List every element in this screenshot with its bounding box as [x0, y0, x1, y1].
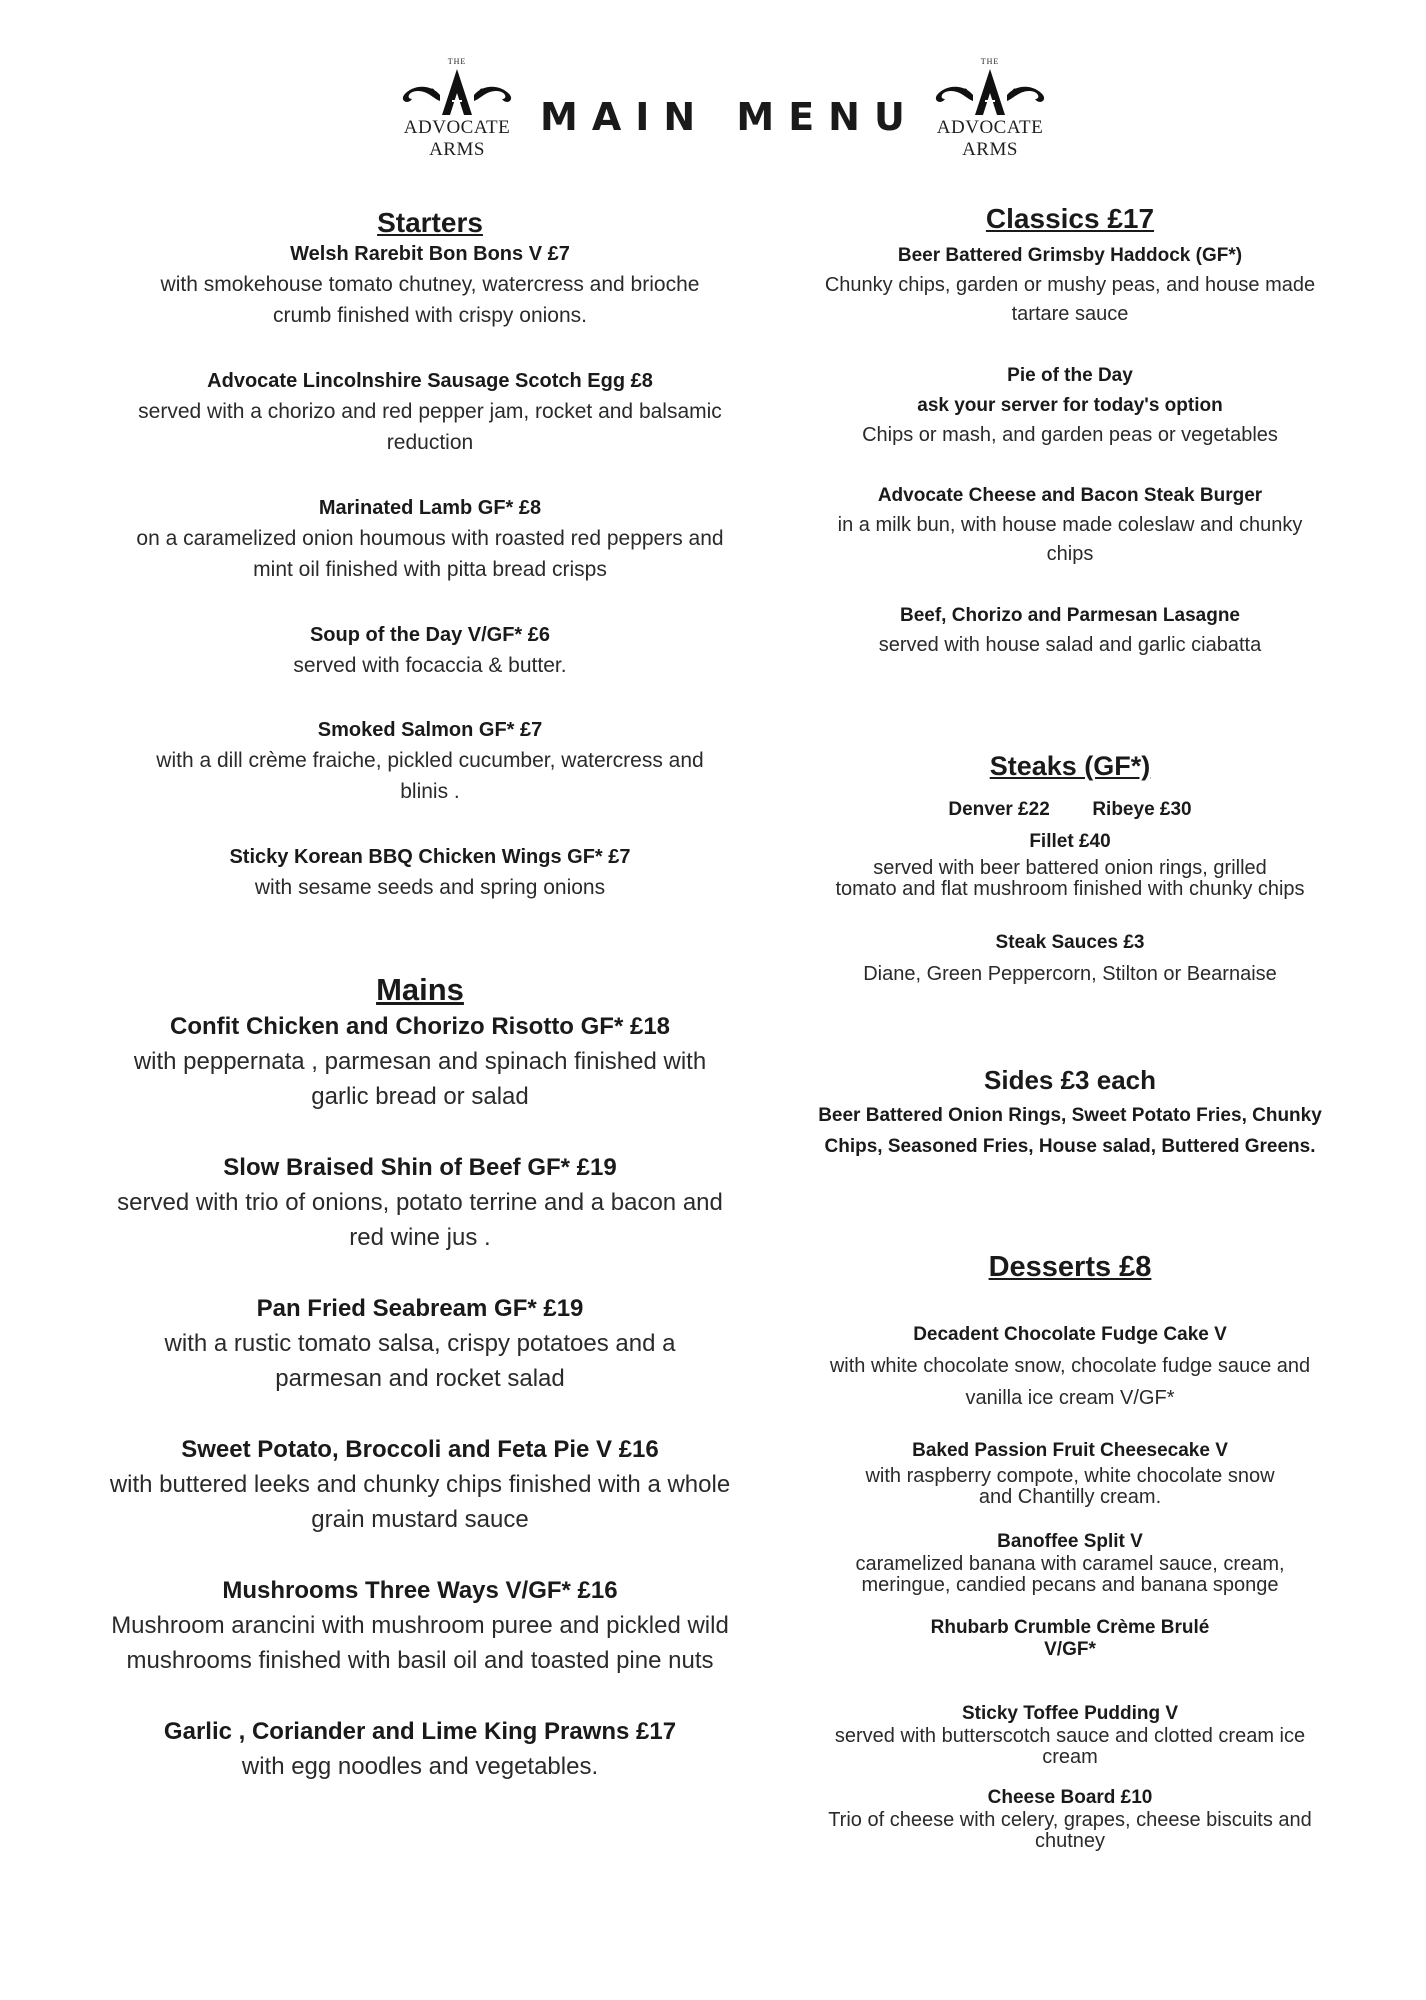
item-name: Beef, Chorizo and Parmesan Lasagne [900, 605, 1240, 626]
menu-item [790, 1786, 1350, 1852]
logo-the-text: THE [980, 57, 1000, 66]
menu-item [790, 1617, 1350, 1661]
item-desc: served with focaccia & butter. [293, 654, 567, 677]
item-desc: Mushroom arancini with mushroom puree and pickled wild [111, 1612, 729, 1639]
menu-item [55, 1574, 785, 1678]
starters-section [65, 205, 795, 241]
menu-item [790, 1320, 1350, 1414]
item-name: Beer Battered Grimsby Haddock (GF*) [897, 245, 1243, 266]
item-desc: tartare sauce [1011, 303, 1129, 325]
sides-section [790, 1060, 1350, 1162]
item-desc: served with butterscotch sauce and clotted cream ice [834, 1725, 1306, 1747]
classics-section [790, 201, 1350, 237]
item-name: Steak Sauces £3 [995, 932, 1145, 953]
menu-item [55, 1151, 785, 1255]
menu-item [55, 1715, 785, 1784]
steak-denver: Denver £22 [948, 799, 1050, 820]
item-desc: vanilla ice cream V/GF* [965, 1387, 1175, 1409]
item-desc: and Chantilly cream. [978, 1486, 1162, 1508]
section-heading-starters: Starters [377, 207, 483, 238]
steak-fillet: Fillet £40 [1029, 831, 1111, 852]
item-desc: served with trio of onions, potato terrine and a bacon and [117, 1189, 723, 1216]
item-desc: meringue, candied pecans and banana sponge [861, 1574, 1279, 1596]
item-desc: crumb finished with crispy onions. [273, 304, 587, 327]
item-name: Garlic , Coriander and Lime King Prawns £17 [163, 1718, 677, 1745]
steak-prices [790, 795, 1350, 900]
item-name: Advocate Cheese and Bacon Steak Burger [877, 485, 1263, 506]
logo-advocate-text: ADVOCATE [936, 117, 1044, 138]
item-desc: served with a chorizo and red pepper jam, rocket and balsamic [138, 400, 722, 423]
section-heading-steaks: Steaks (GF*) [989, 751, 1151, 781]
logo-arms-text: ARMS [429, 139, 485, 160]
item-desc: with smokehouse tomato chutney, watercress and brioche [160, 273, 700, 296]
page-title: MAIN MENU [540, 95, 919, 139]
steak-sauces [790, 928, 1350, 990]
advocate-arms-logo-right [925, 55, 1055, 170]
item-name: Slow Braised Shin of Beef GF* £19 [223, 1154, 617, 1181]
item-subtitle: ask your server for today's option [917, 395, 1223, 416]
menu-item [790, 481, 1350, 569]
item-desc: Chips or mash, and garden peas or vegetables [862, 424, 1278, 446]
item-desc: served with house salad and garlic ciabatta [878, 634, 1262, 656]
item-name: Confit Chicken and Chorizo Risotto GF* £18 [169, 1013, 671, 1040]
menu-item [65, 493, 795, 585]
item-desc: Trio of cheese with celery, grapes, cheese biscuits and [828, 1809, 1312, 1831]
menu-item [790, 361, 1350, 450]
desserts-section [790, 1248, 1350, 1286]
item-name: Rhubarb Crumble Crème Brulé [930, 1617, 1210, 1638]
section-heading-classics: Classics £17 [985, 203, 1155, 234]
item-desc: parmesan and rocket salad [275, 1365, 565, 1392]
item-desc: Diane, Green Peppercorn, Stilton or Bearnaise [863, 963, 1277, 985]
item-desc: served with beer battered onion rings, grilled [873, 857, 1267, 879]
item-desc: with a dill crème fraiche, pickled cucumber, watercress and [156, 749, 704, 772]
menu-item [55, 1433, 785, 1537]
menu-item [65, 842, 795, 903]
item-desc: with peppernata , parmesan and spinach finished with [133, 1048, 707, 1075]
item-name: Welsh Rarebit Bon Bons V £7 [290, 243, 570, 265]
item-name: Sticky Korean BBQ Chicken Wings GF* £7 [229, 846, 631, 868]
sides-list: Beer Battered Onion Rings, Sweet Potato Fries, Chunky [818, 1105, 1322, 1126]
item-name: Cheese Board £10 [987, 1787, 1153, 1808]
logo-the-text: THE [447, 57, 467, 66]
item-desc: blinis . [400, 780, 460, 803]
item-name: Sticky Toffee Pudding V [961, 1703, 1179, 1724]
item-desc: mushrooms finished with basil oil and toasted pine nuts [126, 1647, 714, 1674]
menu-item [790, 1530, 1350, 1596]
section-heading-sides: Sides £3 each [984, 1065, 1156, 1095]
logo-arms-text: ARMS [962, 139, 1018, 160]
item-desc: in a milk bun, with house made coleslaw and chunky [837, 514, 1303, 536]
item-desc: chips [1046, 543, 1094, 565]
menu-item [55, 1292, 785, 1396]
item-desc: with egg noodles and vegetables. [241, 1753, 599, 1780]
steak-ribeye: Ribeye £30 [1092, 799, 1192, 820]
item-desc: mint oil finished with pitta bread crisps [253, 558, 607, 581]
menu-header [0, 55, 1426, 175]
menu-item [65, 366, 795, 458]
advocate-arms-logo-left [392, 55, 522, 170]
item-name: Banoffee Split V [997, 1531, 1143, 1552]
menu-item [790, 1702, 1350, 1768]
item-desc: with buttered leeks and chunky chips finished with a whole [109, 1471, 731, 1498]
section-heading-mains: Mains [376, 972, 464, 1007]
section-heading-desserts: Desserts £8 [988, 1251, 1152, 1283]
menu-item [790, 241, 1350, 329]
item-desc: with raspberry compote, white chocolate snow [865, 1465, 1275, 1487]
steaks-section [790, 748, 1350, 784]
sides-list: Chips, Seasoned Fries, House salad, Buttered Greens. [824, 1136, 1316, 1157]
item-subtitle: V/GF* [1044, 1639, 1096, 1660]
item-desc: with a rustic tomato salsa, crispy potatoes and a [164, 1330, 676, 1357]
menu-item [790, 601, 1350, 660]
item-name: Decadent Chocolate Fudge Cake V [913, 1324, 1227, 1345]
item-name: Mushrooms Three Ways V/GF* £16 [222, 1577, 618, 1604]
item-name: Sweet Potato, Broccoli and Feta Pie V £16 [181, 1436, 659, 1463]
item-desc: garlic bread or salad [311, 1083, 529, 1110]
item-desc: Chunky chips, garden or mushy peas, and house made [824, 274, 1316, 296]
item-desc: on a caramelized onion houmous with roasted red peppers and [136, 527, 724, 550]
menu-item [65, 715, 795, 807]
item-name: Advocate Lincolnshire Sausage Scotch Egg £8 [207, 370, 653, 392]
item-name: Soup of the Day V/GF* £6 [309, 624, 551, 646]
menu-item [65, 239, 795, 331]
item-desc: reduction [386, 431, 474, 454]
item-desc: with sesame seeds and spring onions [254, 876, 606, 899]
item-name: Marinated Lamb GF* £8 [318, 497, 542, 519]
item-name: Smoked Salmon GF* £7 [317, 719, 543, 741]
menu-item [65, 620, 795, 681]
menu-item [790, 1436, 1350, 1508]
item-desc: grain mustard sauce [311, 1506, 529, 1533]
mains-section [55, 970, 785, 1010]
logo-advocate-text: ADVOCATE [403, 117, 511, 138]
item-desc: tomato and flat mushroom finished with chunky chips [835, 878, 1305, 900]
item-name: Pie of the Day [1007, 365, 1133, 386]
item-desc: cream [1042, 1746, 1098, 1768]
item-name: Pan Fried Seabream GF* £19 [256, 1295, 584, 1322]
item-desc: chutney [1034, 1830, 1106, 1852]
item-desc: red wine jus . [349, 1224, 491, 1251]
item-name: Baked Passion Fruit Cheesecake V [912, 1440, 1228, 1461]
menu-item [55, 1010, 785, 1114]
item-desc: with white chocolate snow, chocolate fudge sauce and [829, 1355, 1311, 1377]
item-desc: caramelized banana with caramel sauce, cream, [855, 1553, 1285, 1575]
